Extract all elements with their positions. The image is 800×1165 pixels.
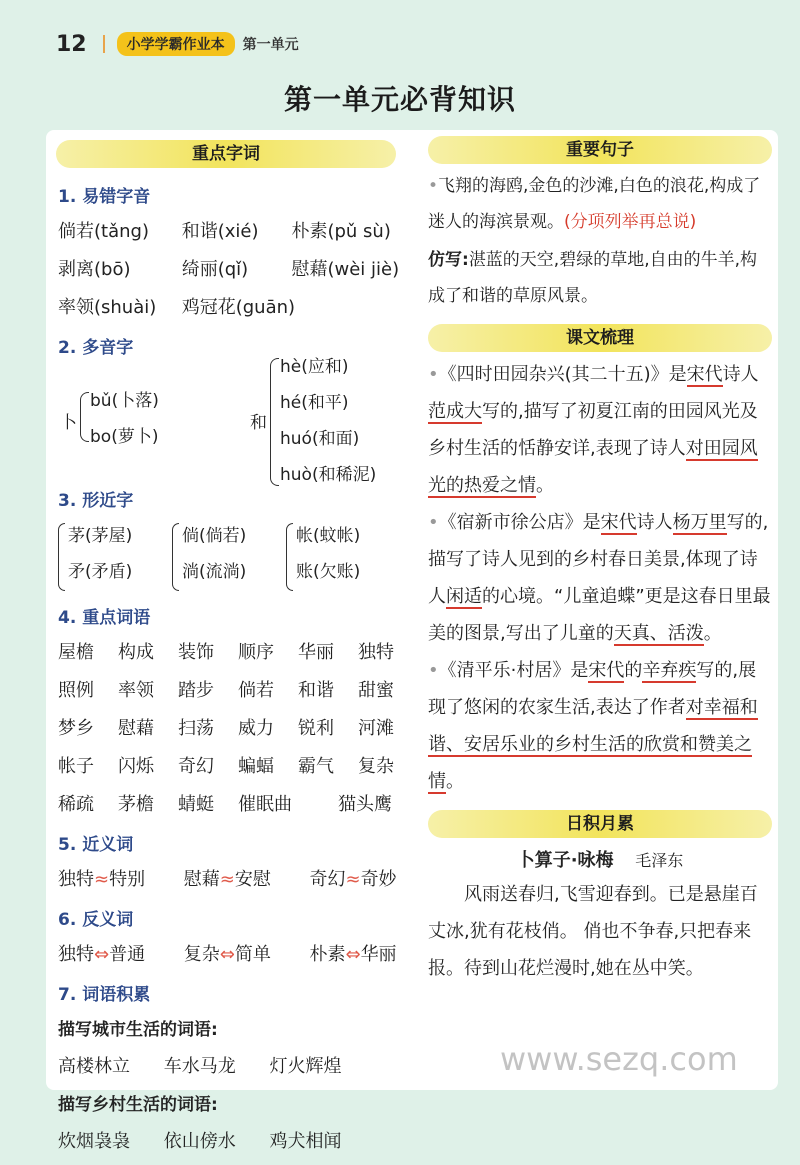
word: 炊烟袅袅 — [58, 1131, 130, 1152]
pron-item: 和谐(xié) — [181, 221, 259, 242]
phrase: 扫荡 — [178, 718, 214, 739]
word: 奇妙 — [360, 869, 397, 890]
polyphone-item: huó(和面) — [280, 429, 360, 449]
poem-title: 卜算子·咏梅 — [516, 850, 614, 871]
heading-synonyms: 5. 近义词 — [58, 835, 134, 855]
village-label: 描写乡村生活的词语: — [58, 1095, 218, 1115]
phrase: 梦乡 — [58, 718, 94, 739]
word: 慰藉 — [183, 869, 220, 890]
word: 依山傍水 — [163, 1131, 236, 1152]
page-number: 12 — [56, 31, 87, 57]
phrase: 帐子 — [58, 756, 94, 777]
double-arrow-icon: ⇔ — [94, 944, 110, 965]
sentence-note: (分项列举再总说) — [564, 212, 697, 232]
left-column — [56, 140, 400, 1165]
pron-item: 慰藉(wèi jiè) — [291, 259, 400, 280]
word: 特别 — [109, 869, 146, 890]
phrase: 威力 — [238, 718, 274, 739]
phrase: 踏步 — [178, 680, 214, 701]
pron-item: 鸡冠花(guān) — [181, 297, 296, 318]
unit-label: 第一单元 — [242, 37, 299, 53]
polyphone-item: hè(应和) — [280, 357, 349, 377]
phrase: 奇幻 — [178, 756, 214, 777]
word: 华丽 — [360, 944, 397, 965]
phrase: 独特 — [358, 642, 394, 663]
village-words-row — [58, 1127, 396, 1153]
word: 独特 — [58, 869, 94, 890]
similar-char-item: 茅(茅屋) — [68, 526, 133, 546]
brace — [286, 523, 293, 591]
word: 车水马龙 — [163, 1056, 236, 1077]
heading-vocab-accumulation: 7. 词语积累 — [58, 985, 151, 1005]
brace — [58, 523, 65, 591]
approx-symbol: ≈ — [94, 869, 110, 890]
section-banner-text-summary: 课文梳理 — [428, 324, 772, 352]
double-arrow-icon: ⇔ — [219, 944, 235, 965]
similar-chars-block — [56, 521, 396, 597]
section-banner-important-sentences: 重要句子 — [428, 136, 772, 164]
phrase: 照例 — [58, 680, 94, 701]
pron-item: 倘若(tǎng) — [58, 221, 149, 242]
right-column — [428, 136, 772, 987]
pron-item: 朴素(pǔ sù) — [291, 221, 391, 242]
similar-char-item: 淌(流淌) — [182, 562, 247, 582]
polyphone-block — [56, 357, 396, 486]
city-label: 描写城市生活的词语: — [58, 1020, 218, 1040]
word: 朴素 — [309, 944, 346, 965]
pron-item: 绮丽(qǐ) — [181, 259, 249, 280]
approx-symbol: ≈ — [219, 869, 235, 890]
summary-item: •《清平乐·村居》是宋代的辛弃疾写的,展现了悠闲的农家生活,表达了作者对幸福和谐、安居乐业的乡村生活的欣赏和赞美之情。 — [428, 660, 758, 792]
poem-author: 毛泽东 — [635, 851, 684, 870]
word: 灯火辉煌 — [269, 1056, 342, 1077]
similar-char-item: 账(欠账) — [296, 562, 361, 582]
imitation — [428, 242, 772, 314]
pronunciation-row — [58, 217, 396, 243]
polyphone-char-bu: 卜 — [60, 413, 77, 433]
city-words-row — [58, 1052, 396, 1078]
pronunciation-row — [58, 293, 396, 319]
phrase: 和谐 — [298, 680, 334, 701]
phrase: 构成 — [118, 642, 154, 663]
pronunciation-row — [58, 255, 400, 281]
key-sentence: •飞翔的海鸥,金色的沙滩,白色的浪花,构成了迷人的海滨景观。(分项列举再总说) — [428, 176, 761, 232]
word: 奇幻 — [309, 869, 346, 890]
poem-body: 风雨送春归,飞雪迎春到。已是悬崖百丈冰,犹有花枝俏。 俏也不争春,只把春来报。待到山花烂漫时,她在丛中笑。 — [428, 884, 758, 979]
imitation-label: 仿写: — [428, 250, 469, 270]
word: 普通 — [109, 944, 146, 965]
similar-char-item: 矛(矛盾) — [68, 562, 133, 582]
heading-similar-chars: 3. 形近字 — [58, 491, 134, 511]
summary-item: •《宿新市徐公店》是宋代诗人杨万里写的,描写了诗人见到的乡村春日美景,体现了诗人闲适的心境。“儿童追蝶”更是这春日里最美的图景,写出了儿童的天真、活泼。 — [428, 512, 771, 644]
heading-key-phrases: 4. 重点词语 — [58, 608, 151, 628]
word: 复杂 — [183, 944, 220, 965]
brace — [80, 392, 89, 442]
polyphone-item: hé(和平) — [280, 393, 349, 413]
key-phrases-grid — [58, 638, 396, 816]
brace — [270, 358, 279, 486]
word: 独特 — [58, 944, 94, 965]
header-divider — [103, 35, 105, 53]
phrase: 蜻蜓 — [178, 794, 214, 815]
polyphone-item: bǔ(卜落) — [90, 391, 159, 411]
phrase: 复杂 — [358, 756, 394, 777]
phrase: 率领 — [118, 680, 154, 701]
phrase: 屋檐 — [58, 642, 94, 663]
phrase: 甜蜜 — [358, 680, 394, 701]
word: 安慰 — [234, 869, 271, 890]
word: 鸡犬相闻 — [269, 1131, 342, 1152]
polyphone-item: bo(萝卜) — [90, 427, 159, 447]
section-banner-daily-accumulation: 日积月累 — [428, 810, 772, 838]
double-arrow-icon: ⇔ — [345, 944, 361, 965]
polyphone-char-he: 和 — [250, 413, 267, 433]
polyphone-item: huò(和稀泥) — [280, 465, 377, 485]
similar-char-item: 倘(倘若) — [182, 526, 247, 546]
phrase: 茅檐 — [118, 794, 154, 815]
similar-char-item: 帐(蚊帐) — [296, 526, 361, 546]
phrase: 稀疏 — [58, 794, 94, 815]
synonym-row — [58, 865, 396, 891]
word: 简单 — [234, 944, 271, 965]
phrase: 装饰 — [178, 642, 214, 663]
section-banner-key-words: 重点字词 — [56, 140, 396, 168]
heading-polyphones: 2. 多音字 — [58, 338, 134, 358]
phrase: 顺序 — [238, 642, 274, 663]
phrase: 蝙蝠 — [238, 756, 274, 777]
word: 高楼林立 — [58, 1056, 130, 1077]
page-title: 第一单元必背知识 — [283, 83, 516, 116]
phrase: 倘若 — [238, 680, 274, 701]
brace — [172, 523, 179, 591]
phrase: 闪烁 — [118, 756, 154, 777]
sentence-text: 飞翔的海鸥,金色的沙滩,白色的浪花,构成了迷人的海滨景观。 — [428, 176, 761, 232]
heading-pronunciation: 1. 易错字音 — [58, 187, 151, 207]
page-header — [56, 32, 299, 56]
pron-item: 率领(shuài) — [58, 297, 157, 318]
phrase: 猫头鹰 — [338, 794, 392, 815]
summary-item: •《四时田园杂兴(其二十五)》是宋代诗人范成大写的,描写了初夏江南的田园风光及乡村生活的恬静安详,表现了诗人对田园风光的热爱之情。 — [428, 364, 759, 496]
phrase: 河滩 — [358, 718, 394, 739]
approx-symbol: ≈ — [345, 869, 361, 890]
phrase: 锐利 — [298, 718, 334, 739]
phrase: 慰藉 — [118, 718, 154, 739]
watermark-text: www.sezq.com — [500, 1040, 738, 1078]
phrase: 华丽 — [298, 642, 334, 663]
book-title-badge: 小学学霸作业本 — [117, 32, 235, 56]
poem-heading — [428, 846, 772, 872]
phrase: 霸气 — [298, 756, 334, 777]
heading-antonyms: 6. 反义词 — [58, 910, 134, 930]
phrase: 催眠曲 — [238, 794, 292, 815]
antonym-row — [58, 940, 396, 966]
imitation-text: 湛蓝的天空,碧绿的草地,自由的牛羊,构成了和谐的草原风景。 — [428, 250, 758, 306]
pron-item: 剥离(bō) — [58, 259, 131, 280]
